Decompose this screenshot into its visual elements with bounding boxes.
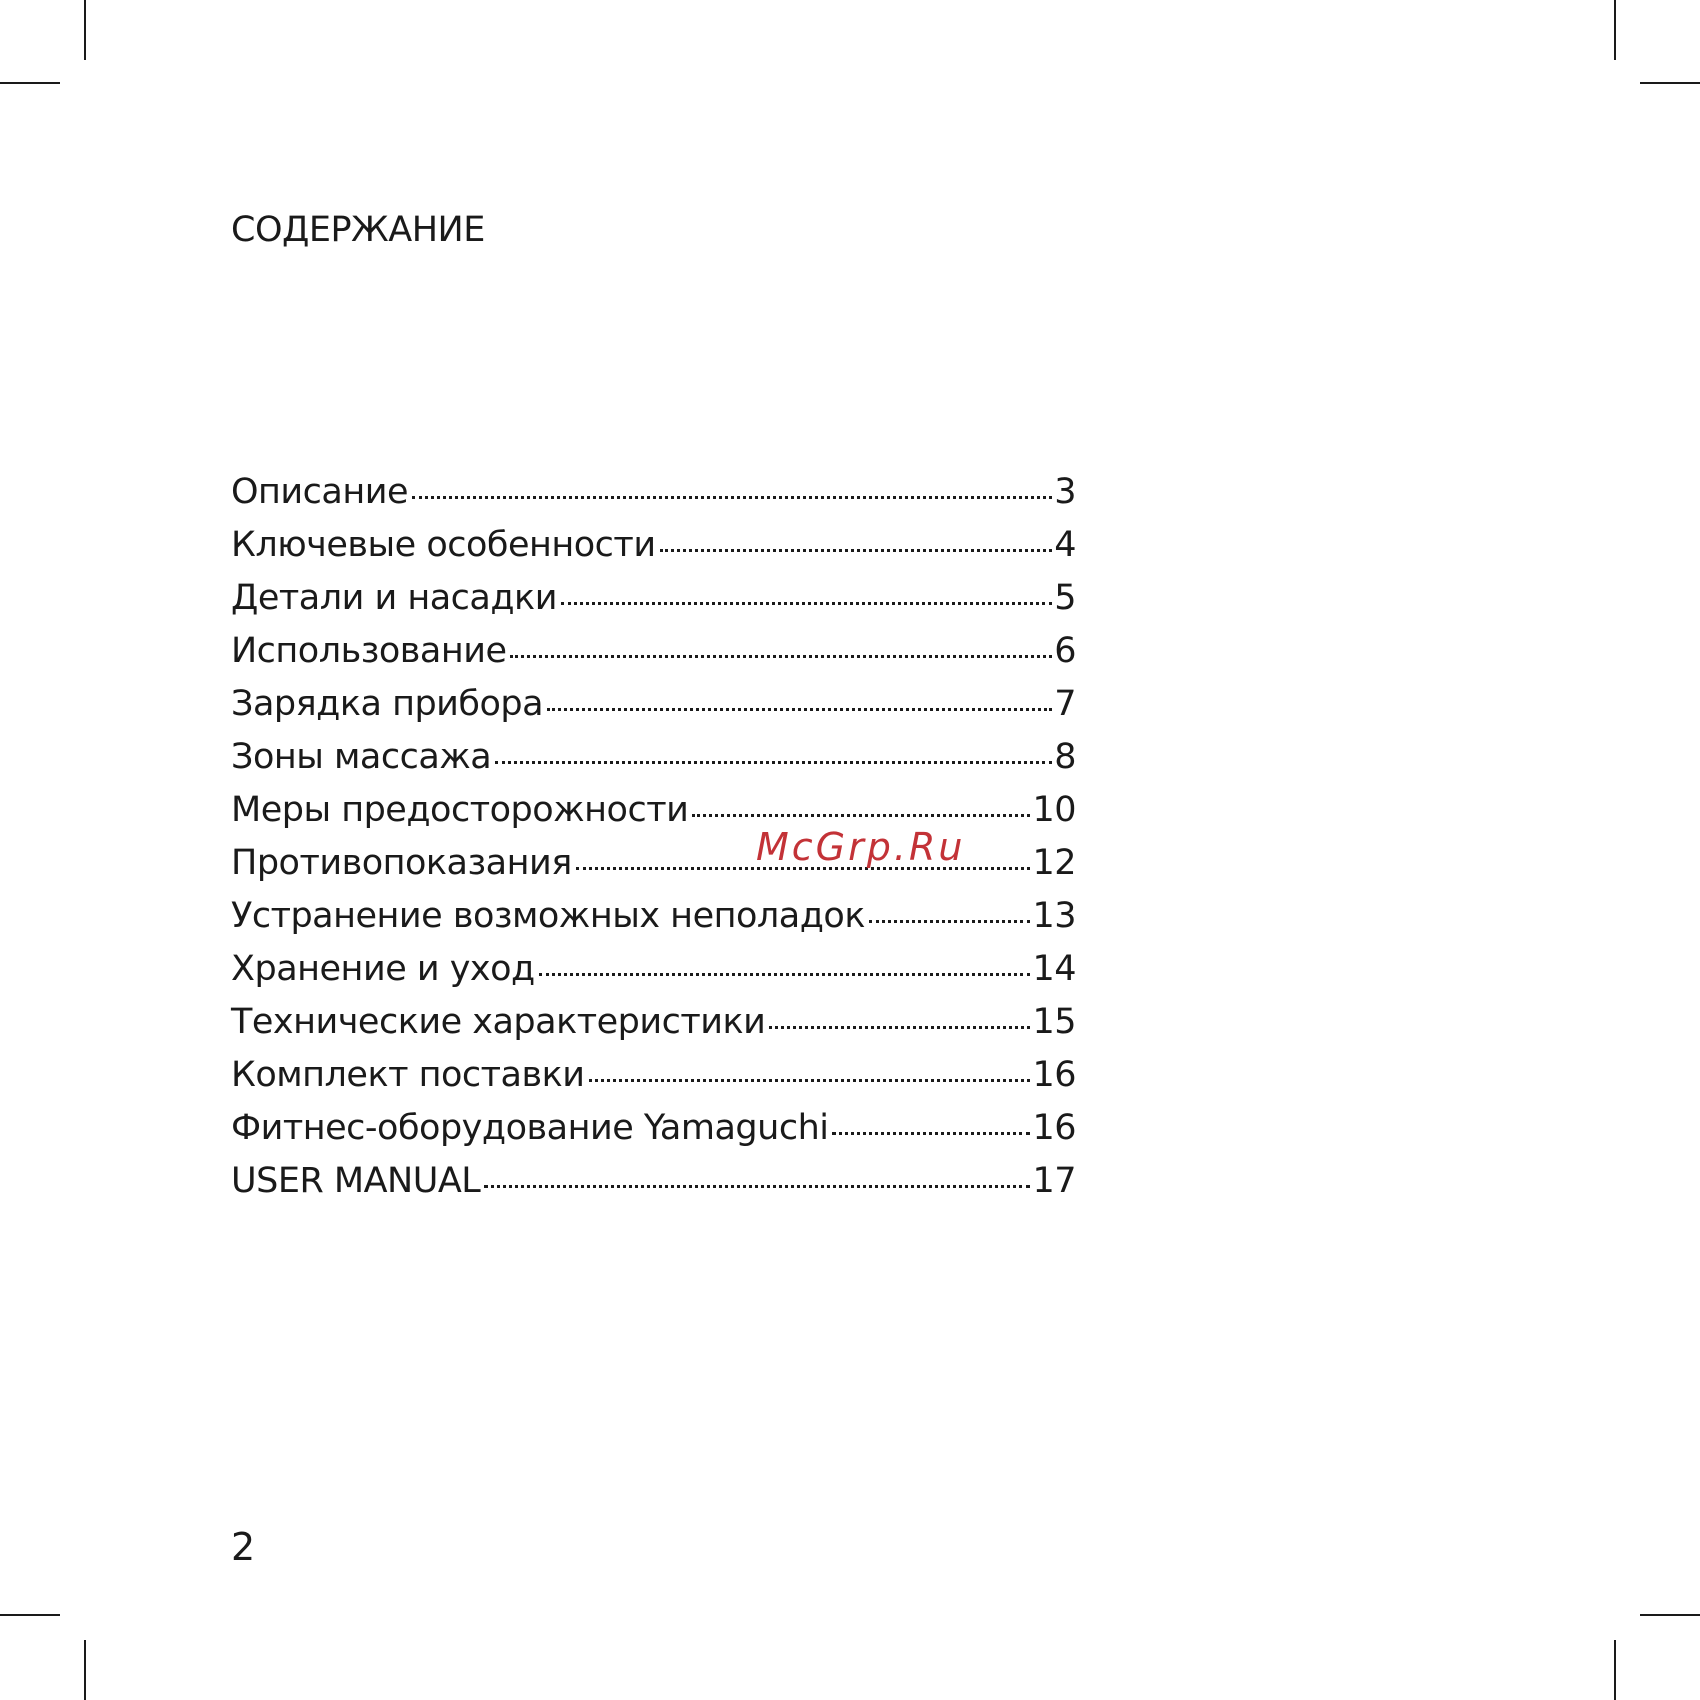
toc-entry-title: Зоны массажа <box>231 737 492 777</box>
toc-entry-page: 7 <box>1054 684 1076 724</box>
toc-dot-leader <box>869 920 1030 923</box>
toc-entry-page: 10 <box>1032 790 1076 830</box>
toc-entry[interactable] <box>231 466 1076 519</box>
toc-entry[interactable] <box>231 943 1076 996</box>
toc-entry[interactable] <box>231 519 1076 572</box>
toc-dot-leader <box>547 708 1052 711</box>
toc-entry-title: Фитнес-оборудование Yamaguchi <box>231 1108 829 1148</box>
toc-entry[interactable] <box>231 996 1076 1049</box>
toc-entry-page: 14 <box>1032 949 1076 989</box>
toc-entry-page: 8 <box>1054 737 1076 777</box>
toc-dot-leader <box>561 602 1052 605</box>
toc-entry-title: Комплект поставки <box>231 1055 585 1095</box>
toc-entry-page: 16 <box>1032 1108 1076 1148</box>
toc-dot-leader <box>495 761 1052 764</box>
toc-entry-title: Технические характеристики <box>231 1002 766 1042</box>
toc-entry[interactable] <box>231 731 1076 784</box>
toc-entry-page: 3 <box>1054 472 1076 512</box>
toc-entry-title: Детали и насадки <box>231 578 557 618</box>
toc-entry[interactable] <box>231 1102 1076 1155</box>
toc-entry-page: 6 <box>1054 631 1076 671</box>
toc-dot-leader <box>589 1079 1031 1082</box>
toc-dot-leader <box>484 1185 1030 1188</box>
toc-entry[interactable] <box>231 572 1076 625</box>
toc-entry[interactable] <box>231 625 1076 678</box>
toc-entry-title: Меры предосторожности <box>231 790 689 830</box>
crop-mark-bottom-right-vertical <box>1614 1640 1616 1700</box>
toc-entry-title: Устранение возможных неполадок <box>231 896 865 936</box>
toc-dot-leader <box>832 1132 1030 1135</box>
toc-entry-page: 15 <box>1032 1002 1076 1042</box>
toc-dot-leader <box>769 1026 1030 1029</box>
toc-dot-leader <box>660 549 1052 552</box>
toc-entry-title: Ключевые особенности <box>231 525 656 565</box>
toc-dot-leader <box>510 655 1052 658</box>
toc-dot-leader <box>692 814 1030 817</box>
toc-entry-page: 4 <box>1054 525 1076 565</box>
crop-mark-bottom-right-horizontal <box>1640 1614 1700 1616</box>
watermark-text: McGrp.Ru <box>756 825 966 869</box>
crop-mark-bottom-left-vertical <box>84 1640 86 1700</box>
toc-entry-page: 12 <box>1032 843 1076 883</box>
toc-entry[interactable] <box>231 890 1076 943</box>
toc-entry-page: 16 <box>1032 1055 1076 1095</box>
toc-entry-page: 13 <box>1032 896 1076 936</box>
crop-mark-top-right-vertical <box>1614 0 1616 60</box>
toc-entry-title: Использование <box>231 631 507 671</box>
toc-entry-page: 17 <box>1032 1161 1076 1201</box>
crop-mark-top-right-horizontal <box>1640 82 1700 84</box>
page-number: 2 <box>231 1525 256 1569</box>
toc-entry[interactable] <box>231 1155 1076 1208</box>
toc-entry-title: Описание <box>231 472 409 512</box>
crop-mark-top-left-vertical <box>84 0 86 60</box>
toc-entry[interactable] <box>231 1049 1076 1102</box>
crop-mark-bottom-left-horizontal <box>0 1614 60 1616</box>
toc-entry-title: Хранение и уход <box>231 949 535 989</box>
page-title: СОДЕРЖАНИЕ <box>231 210 485 250</box>
toc-dot-leader <box>539 973 1031 976</box>
toc-entry-title: USER MANUAL <box>231 1161 481 1201</box>
toc-entry-title: Зарядка прибора <box>231 684 544 724</box>
toc-dot-leader <box>412 496 1052 499</box>
toc-entry[interactable] <box>231 678 1076 731</box>
toc-entry-page: 5 <box>1054 578 1076 618</box>
crop-mark-top-left-horizontal <box>0 82 60 84</box>
toc-entry-title: Противопоказания <box>231 843 572 883</box>
